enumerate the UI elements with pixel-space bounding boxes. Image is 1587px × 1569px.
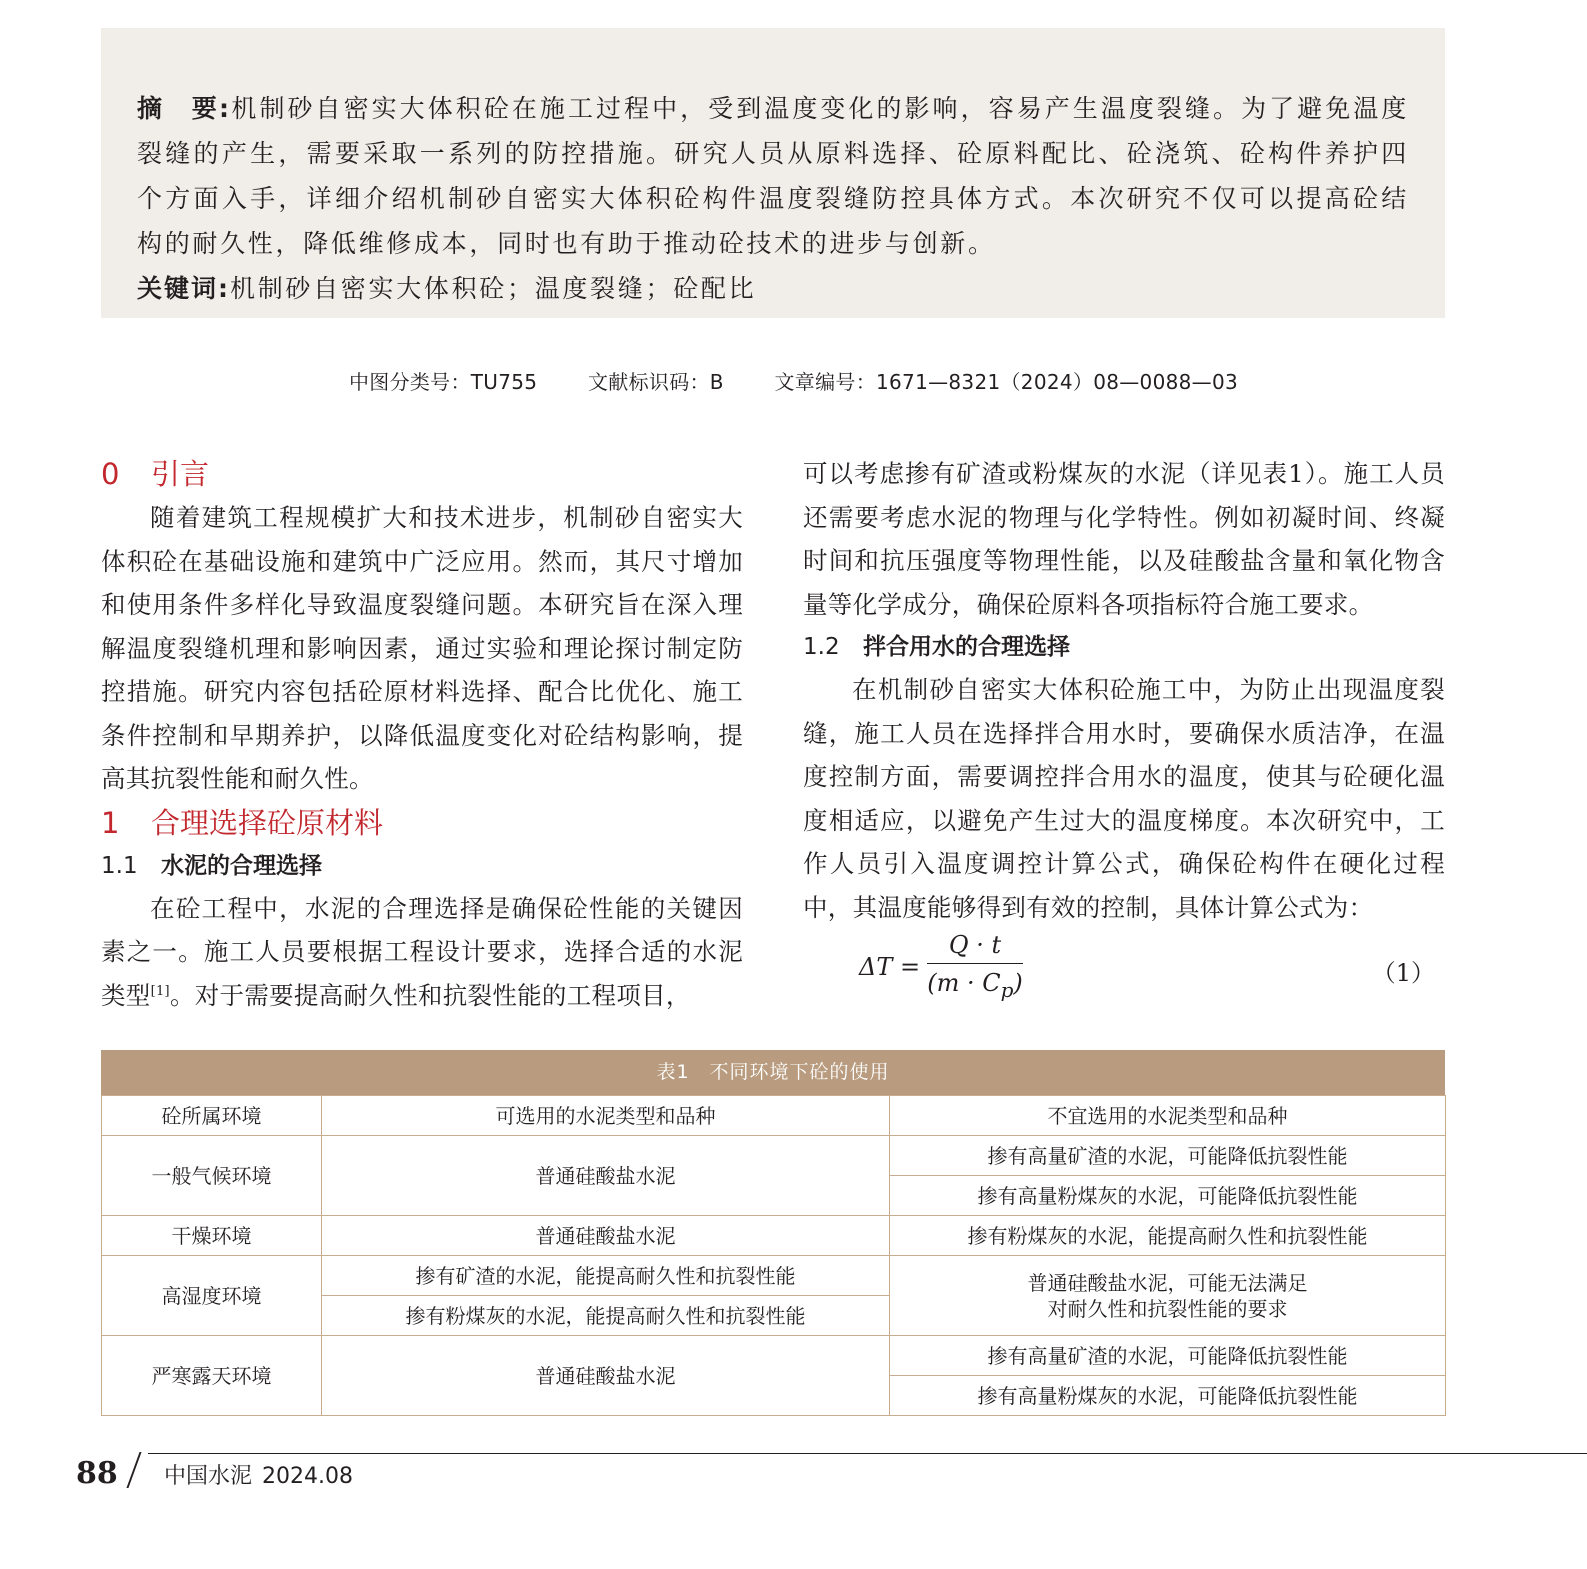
equation-fraction	[927, 929, 1023, 1007]
cell-environment: 干燥环境	[102, 1216, 322, 1256]
section-1-1-title: 水泥的合理选择	[161, 852, 322, 879]
keywords-text: 机制砂自密实大体积砼；温度裂缝；砼配比	[230, 274, 757, 303]
right-column	[803, 452, 1445, 1015]
cement-text-cont: 。对于需要提高耐久性和抗裂性能的工程项目，	[169, 980, 691, 1010]
section-1-1-heading	[101, 845, 743, 887]
table-row	[102, 1216, 1446, 1256]
abstract-paragraph	[137, 86, 1409, 266]
equation-number: （1）	[1371, 959, 1435, 987]
cell-suitable: 掺有矿渣的水泥，能提高耐久性和抗裂性能	[322, 1256, 890, 1296]
section-1-1-number: 1.1	[101, 852, 138, 879]
section-1-2-heading	[803, 626, 1445, 668]
table-row	[102, 1136, 1446, 1176]
table-header-row	[102, 1096, 1446, 1136]
section-1-title: 合理选择砼原材料	[151, 805, 384, 840]
footer-slash	[126, 1452, 141, 1488]
left-column	[101, 452, 743, 1017]
section-0-title: 引言	[151, 457, 210, 491]
keywords-paragraph	[137, 269, 1409, 309]
cell-environment: 高湿度环境	[102, 1256, 322, 1336]
cell-line: 普通硅酸盐水泥，可能无法满足	[1027, 1270, 1308, 1295]
section-0-heading	[101, 452, 743, 496]
section-1-2-number: 1.2	[803, 634, 840, 660]
page-number: 88	[76, 1456, 118, 1491]
cell-suitable: 普通硅酸盐水泥	[322, 1216, 890, 1256]
water-paragraph: 在机制砂自密实大体积砼施工中，为防止出现温度裂缝，施工人员在选择拌合用水时，要确保水质洁净，在温度控制方面，需要调控拌合用水的温度，使其与砼硬化温度相适应，以避免产生过大的温度梯度。本次研究中，工作人员引入温度调控计算公式，确保砼构件在硬化过程中，其温度能够得到有效的控制，具体计算公式为：	[803, 675, 1445, 922]
cement-text: 在砼工程中，水泥的合理选择是确保砼性能的关键因素之一。施工人员要根据工程设计要求，选择合适的水泥类型	[101, 893, 743, 1010]
table-1-title: 表1 不同环境下砼的使用	[101, 1050, 1445, 1095]
table-row	[102, 1336, 1446, 1376]
table-row	[102, 1256, 1446, 1296]
fraction-bar	[927, 963, 1023, 964]
header-environment: 砼所属环境	[102, 1096, 322, 1136]
citation-1: [1]	[150, 983, 170, 999]
abstract-box	[101, 28, 1445, 318]
cell-line: 对耐久性和抗裂性能的要求	[1047, 1296, 1288, 1321]
journal-name: 中国水泥	[164, 1464, 253, 1489]
section-0-number: 0	[101, 457, 120, 491]
equation-1	[803, 929, 1445, 1015]
cement-paragraph	[101, 887, 743, 1018]
journal-issue: 2024.08	[262, 1464, 353, 1489]
section-1-number: 1	[101, 805, 120, 840]
cell-suitable: 普通硅酸盐水泥	[322, 1136, 890, 1216]
cell-unsuitable	[890, 1256, 1446, 1336]
clc-number: 中图分类号：TU755	[348, 370, 538, 394]
document-code: 文献标识码：B	[588, 370, 724, 394]
equation-lhs: ΔT =	[859, 953, 921, 981]
classification-line	[0, 366, 1587, 395]
footer-rule	[148, 1453, 1587, 1454]
table-1-grid	[101, 1095, 1446, 1416]
cell-environment: 一般气候环境	[102, 1136, 322, 1216]
intro-paragraph: 随着建筑工程规模扩大和技术进步，机制砂自密实大体积砼在基础设施和建筑中广泛应用。然而，其尺寸增加和使用条件多样化导致温度裂缝问题。本研究旨在深入理解温度裂缝机理和影响因素，通过实验和理论探讨制定防控措施。研究内容包括砼原材料选择、配合比优化、施工条件控制和早期养护，以降低温度变化对砼结构影响，提高其抗裂性能和耐久性。	[101, 503, 743, 793]
cell-unsuitable: 掺有高量矿渣的水泥，可能降低抗裂性能	[890, 1336, 1446, 1376]
cell-environment: 严寒露天环境	[102, 1336, 322, 1416]
cement-paragraph-continued: 可以考虑掺有矿渣或粉煤灰的水泥（详见表1）。施工人员还需要考虑水泥的物理与化学特性。例如初凝时间、终凝时间和抗压强度等物理性能，以及硅酸盐含量和氧化物含量等化学成分，确保砼原料各项指标符合施工要求。	[803, 459, 1445, 619]
cell-unsuitable: 掺有粉煤灰的水泥，能提高耐久性和抗裂性能	[890, 1216, 1446, 1256]
article-number: 文章编号：1671—8321（2024）08—0088—03	[774, 370, 1238, 394]
equation-numerator: Q · t	[948, 931, 1002, 959]
cell-unsuitable: 掺有高量粉煤灰的水泥，可能降低抗裂性能	[890, 1376, 1446, 1416]
equation-denominator: $(m \cdot C_p)$	[927, 969, 1023, 1002]
cell-suitable: 掺有粉煤灰的水泥，能提高耐久性和抗裂性能	[322, 1296, 890, 1336]
section-1-heading	[101, 801, 743, 845]
header-suitable: 可选用的水泥类型和品种	[322, 1096, 890, 1136]
cell-suitable: 普通硅酸盐水泥	[322, 1336, 890, 1416]
journal-info	[164, 1459, 363, 1490]
section-1-2-title: 拌合用水的合理选择	[863, 634, 1070, 660]
abstract-text: 机制砂自密实大体积砼在施工过程中，受到温度变化的影响，容易产生温度裂缝。为了避免温度裂缝的产生，需要采取一系列的防控措施。研究人员从原料选择、砼原料配比、砼浇筑、砼构件养护四个方面入手，详细介绍机制砂自密实大体积砼构件温度裂缝防控具体方式。本次研究不仅可以提高砼结构的耐久性，降低维修成本，同时也有助于推动砼技术的进步与创新。	[137, 94, 1410, 258]
cell-unsuitable: 掺有高量粉煤灰的水泥，可能降低抗裂性能	[890, 1176, 1446, 1216]
table-1	[101, 1050, 1445, 1416]
cell-unsuitable: 掺有高量矿渣的水泥，可能降低抗裂性能	[890, 1136, 1446, 1176]
abstract-label: 摘 要:	[137, 94, 232, 123]
header-unsuitable: 不宜选用的水泥类型和品种	[890, 1096, 1446, 1136]
keywords-label: 关键词:	[137, 274, 230, 303]
